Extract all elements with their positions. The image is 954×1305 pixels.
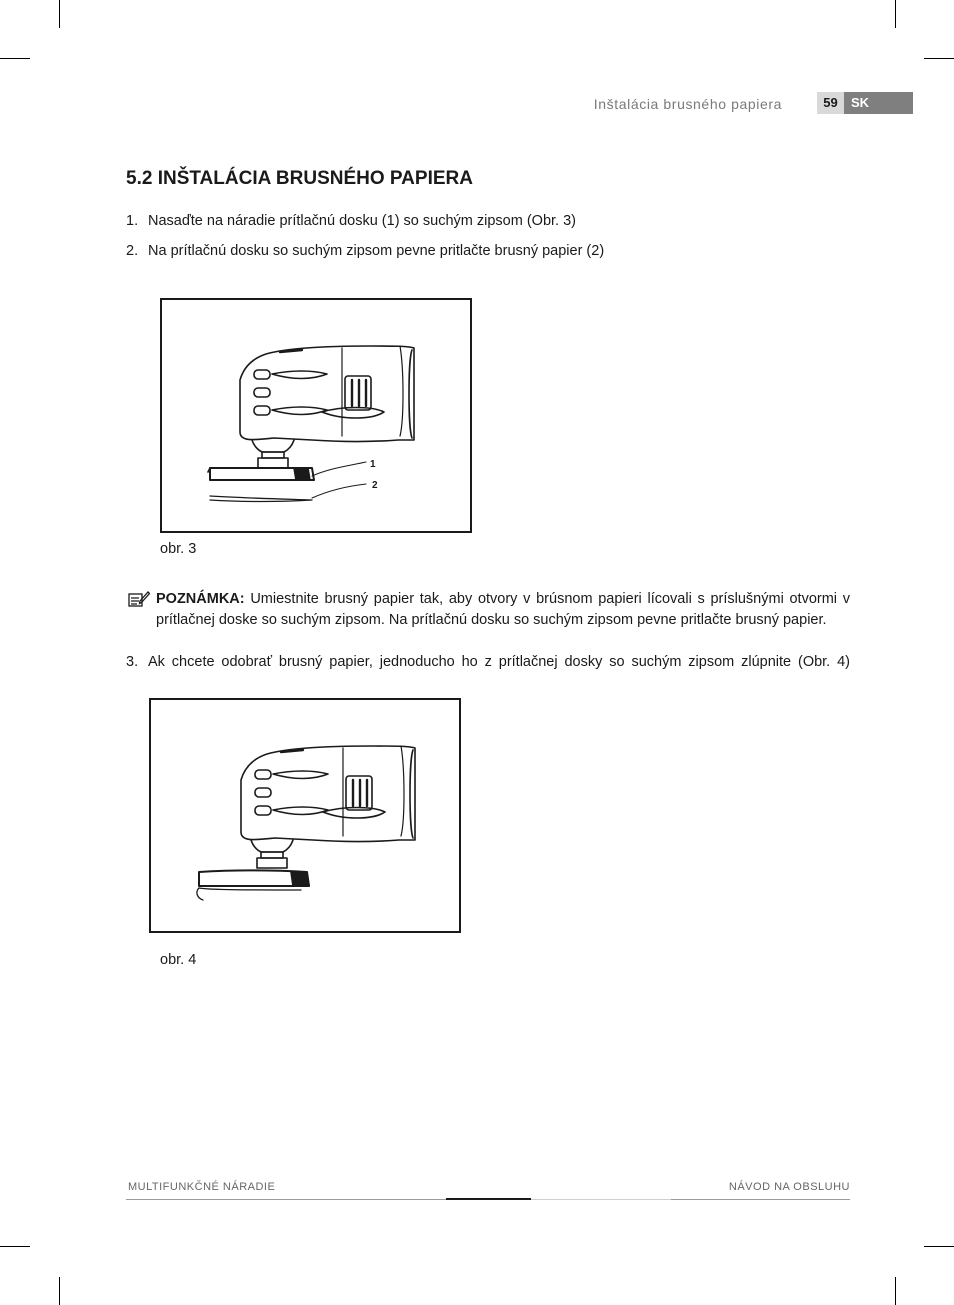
- crop-mark: [924, 1246, 954, 1247]
- figure-4: [149, 698, 461, 933]
- figure-3: [160, 298, 472, 533]
- figure-caption: obr. 4: [160, 952, 197, 968]
- crop-mark: [895, 1277, 896, 1305]
- note-pencil-icon: [128, 591, 150, 607]
- language-tab: SK: [844, 92, 913, 114]
- callout-2: 2: [372, 480, 378, 491]
- figure-caption: obr. 3: [160, 541, 197, 557]
- step-item: [126, 211, 850, 232]
- note-text: Umiestnite brusný papier tak, aby otvory v brúsnom papieri lícovali s príslušnými otvormi v prítlačnej doske so suchým zipsom. Na prítlačnú dosku so suchým zipsom pevne pritlačte brusný papier.: [156, 591, 850, 628]
- step-number: 2.: [126, 243, 139, 259]
- note-block: [128, 589, 850, 631]
- step-item: [126, 652, 850, 673]
- multitool-illustration: [151, 700, 459, 931]
- crop-mark: [0, 1246, 30, 1247]
- step-text: Ak chcete odobrať brusný papier, jednoducho ho z prítlačnej dosky so suchým zipsom zlúpnite (Obr. 4): [148, 654, 850, 670]
- crop-mark: [924, 58, 954, 59]
- step-text: Nasaďte na náradie prítlačnú dosku (1) so suchým zipsom (Obr. 3): [148, 213, 576, 229]
- step-item: [126, 241, 850, 262]
- note-label: POZNÁMKA:: [156, 591, 245, 607]
- step-number: 1.: [126, 213, 139, 229]
- step-text: Na prítlačnú dosku so suchým zipsom pevne pritlačte brusný papier (2): [148, 243, 605, 259]
- page-number: 59: [817, 92, 844, 114]
- crop-mark: [895, 0, 896, 28]
- crop-mark: [0, 58, 30, 59]
- footer-right: NÁVOD NA OBSLUHU: [728, 1181, 850, 1193]
- step-number: 3.: [126, 654, 139, 670]
- crop-mark: [59, 1277, 60, 1305]
- footer-rule: [446, 1198, 531, 1200]
- multitool-illustration: [162, 300, 470, 531]
- footer-rule: [126, 1199, 446, 1200]
- section-title: 5.2 INŠTALÁCIA BRUSNÉHO PAPIERA: [126, 168, 473, 189]
- crop-mark: [59, 0, 60, 28]
- footer-rule: [531, 1199, 671, 1200]
- footer-left: MULTIFUNKČNÉ NÁRADIE: [128, 1181, 276, 1193]
- callout-1: 1: [370, 459, 376, 470]
- running-header-title: Inštalácia brusného papiera: [593, 96, 782, 112]
- footer-rule: [671, 1199, 850, 1200]
